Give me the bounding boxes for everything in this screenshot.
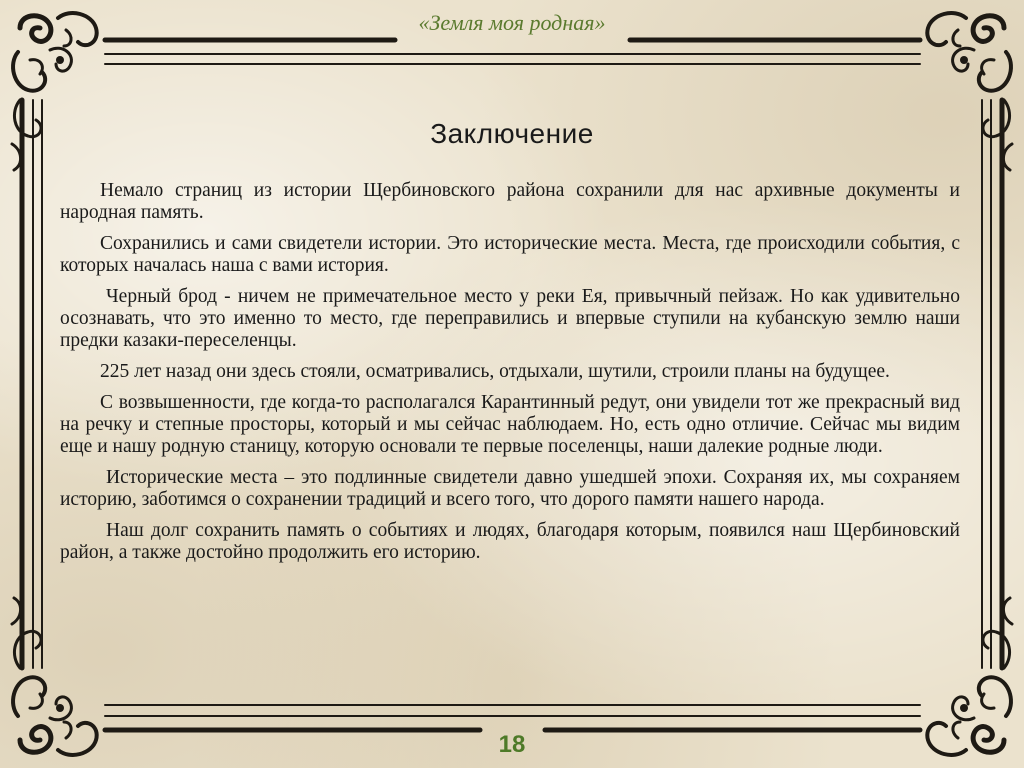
book-title: «Земля моя родная» [418,10,606,35]
body-text [60,180,960,573]
paragraph: С возвышенности, где когда-то располагался Карантинный редут, они увидели тот же прекрасный вид на речку и степные просторы, который и мы сейчас наблюдаем. Но, есть одно отличие. Сейчас мы видим еще и нашу родную станицу, которую основали те первые поселенцы, наши далекие родные люди. [60,392,960,457]
paragraph: Наш долг сохранить память о событиях и людях, благодаря которым, появился наш Щербиновский район, а также достойно продолжить его историю. [60,520,960,563]
paragraph: Черный брод - ничем не примечательное место у реки Ея, привычный пейзаж. Но как удивительно осознавать, что это именно то место, где переправились и впервые ступили на кубанскую землю наши предки казаки-переселенцы. [60,286,960,351]
paragraph: Исторические места – это подлинные свидетели давно ушедшей эпохи. Сохраняя их, мы сохраняем историю, заботимся о сохранении традиций и всего того, что дорого памяти нашего народа. [60,467,960,510]
page-heading: Заключение [430,118,594,149]
paragraph: Сохранились и сами свидетели истории. Это исторические места. Места, где происходили события, с которых началась наша с вами история. [60,233,960,276]
paragraph: 225 лет назад они здесь стояли, осматривались, отдыхали, шутили, строили планы на будущее. [100,361,890,382]
paragraph: Немало страниц из истории Щербиновского района сохранили для нас архивные документы и народная память. [60,180,960,223]
page-number: 18 [498,731,526,758]
